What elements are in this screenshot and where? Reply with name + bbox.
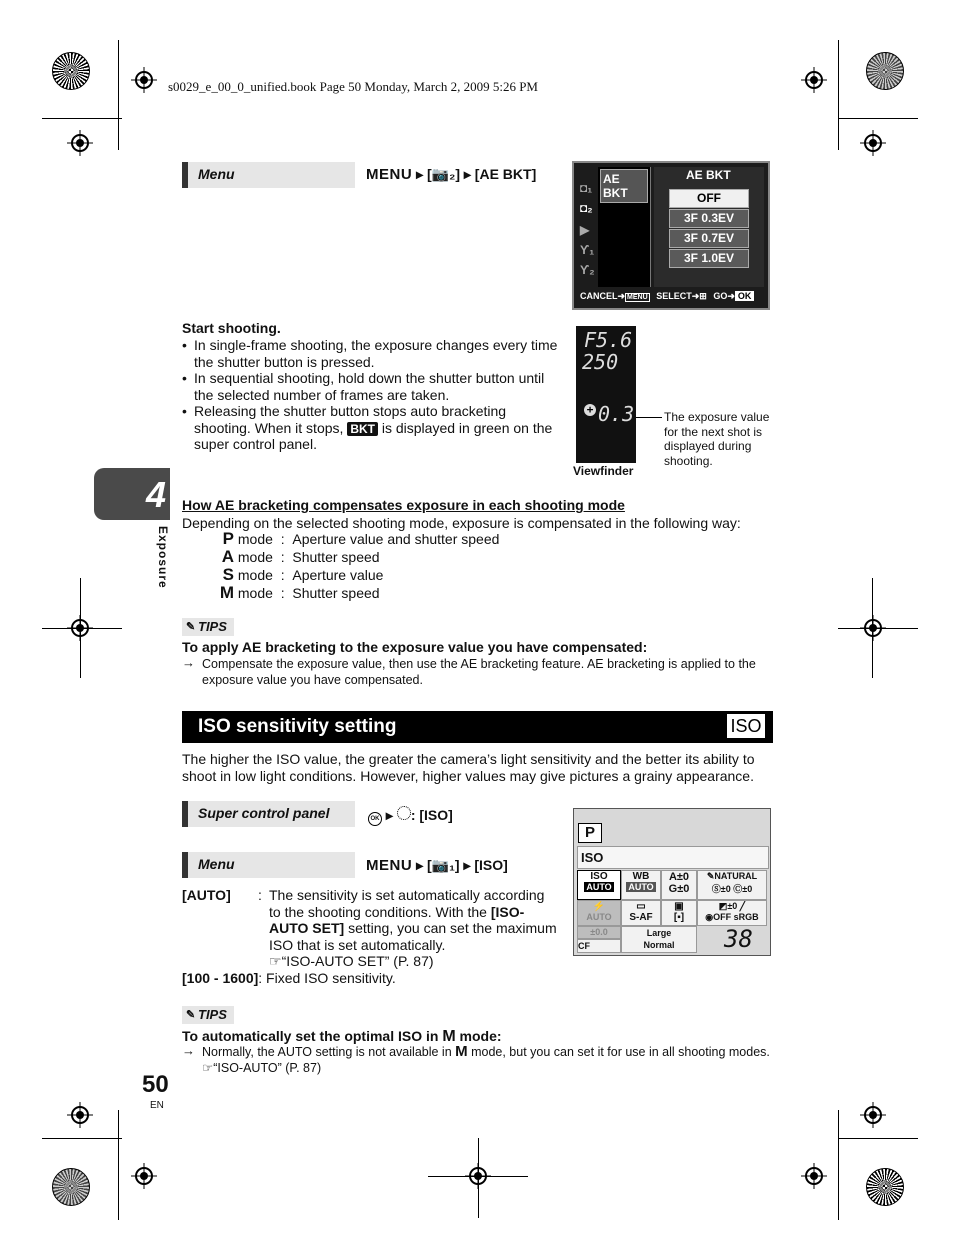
- arrow-right-icon: ▸: [416, 857, 424, 873]
- crop-mark: [42, 118, 122, 119]
- color-target-icon: [866, 1168, 904, 1206]
- tab-bracket-open: [: [426, 857, 432, 873]
- registration-mark-icon: [860, 1102, 886, 1128]
- flash-compensation-value: ±0.0: [590, 927, 608, 937]
- cancel-label: CANCEL: [580, 291, 618, 301]
- language-code: EN: [150, 1100, 164, 1111]
- reference-icon: ☞: [202, 1061, 214, 1075]
- compensation-heading: How AE bracketing compensates exposure in each shooting mode: [182, 497, 625, 513]
- menu-tag: [182, 852, 355, 878]
- exposure-callout: The exposure value for the next shot is displayed during shooting.: [664, 410, 770, 468]
- viewfinder-display: [576, 326, 636, 463]
- arrow-right-icon: ▸: [416, 166, 424, 182]
- menu-tag: [182, 162, 355, 188]
- arrow-icon: →: [182, 1043, 195, 1058]
- compression-value: Normal: [643, 940, 675, 950]
- scp-path: [368, 806, 453, 826]
- tips-badge: [182, 618, 234, 636]
- tips-label: TIPS: [198, 1007, 227, 1022]
- tab-bracket-open: [: [426, 166, 432, 182]
- tips-heading-text: mode:: [455, 1028, 502, 1044]
- auto-term: [AUTO]: [182, 887, 231, 903]
- start-shooting-list: [182, 337, 562, 453]
- range-term: [100 - 1600]: [182, 970, 259, 986]
- crop-mark: [118, 1110, 119, 1220]
- saturation-icon: Ⓢ: [711, 884, 721, 894]
- auto-text: The sensitivity is set automatically according to the shooting conditions. With the: [269, 887, 545, 920]
- contrast-value: ±0: [742, 884, 753, 894]
- crop-mark: [838, 1110, 839, 1220]
- registration-mark-icon: [67, 615, 93, 641]
- note-icon: ✎: [186, 1009, 196, 1021]
- iso-cell-value: AUTO: [586, 882, 612, 892]
- playback-tab-icon: ▶: [580, 223, 590, 237]
- registration-mark-icon: [131, 1163, 157, 1189]
- registration-mark-icon: [67, 1102, 93, 1128]
- submenu-title: AE BKT: [686, 168, 731, 182]
- camera-tab-2-icon: ◘₂: [580, 201, 593, 215]
- arrow-right-icon: ▸: [385, 807, 393, 823]
- arrow-icon: →: [182, 655, 195, 670]
- super-control-panel-tag: [182, 801, 355, 827]
- mode-word: mode: [237, 585, 273, 601]
- arrow-pad-icon: ⊞: [699, 291, 707, 301]
- range-row: [182, 970, 396, 987]
- list-item-text: is displayed in green on the super control panel.: [194, 419, 553, 452]
- tips-badge: [182, 1006, 234, 1024]
- selected-setting-label: ISO: [581, 850, 604, 865]
- tips-heading: To apply AE bracketing to the exposure value you have compensated:: [182, 639, 648, 655]
- picture-mode-icon: ✎: [706, 871, 715, 881]
- af-mode-value: S-AF: [629, 912, 653, 923]
- note-icon: ✎: [186, 621, 196, 633]
- menu-button-icon: MENU: [627, 294, 648, 301]
- iso-cell-label: ISO: [590, 871, 608, 882]
- tips-text-part: Normally, the AUTO setting is not available in: [202, 1045, 456, 1059]
- page-number: 50: [142, 1071, 169, 1098]
- mode-word: mode: [237, 567, 273, 583]
- selected-setting-bar: [577, 846, 769, 869]
- brush-icon: ╱: [739, 901, 746, 911]
- flash-mode-cell[interactable]: [577, 900, 621, 926]
- mode-letter: M: [455, 1043, 468, 1060]
- tab-bracket-close: ]: [455, 166, 460, 182]
- wb-cell-value: AUTO: [628, 882, 654, 892]
- viewfinder-exposure-value: 0.3: [598, 402, 635, 426]
- viewfinder-label: Viewfinder: [573, 464, 634, 478]
- sharpness-cell[interactable]: [697, 900, 767, 926]
- registration-mark-icon: [67, 130, 93, 156]
- scp-path-item: : [ISO]: [410, 807, 453, 823]
- super-control-panel: [573, 808, 771, 956]
- reference-icon: ☞: [269, 953, 282, 969]
- registration-mark-icon: [801, 67, 827, 93]
- wb-compensation-cell[interactable]: [661, 870, 697, 900]
- auto-description: [269, 887, 559, 970]
- remaining-shots: 38: [724, 925, 753, 953]
- sharpness-icon: ◩: [718, 901, 728, 911]
- exposure-plus-icon: +: [584, 404, 596, 416]
- crop-mark: [838, 118, 918, 119]
- crop-mark: [838, 1138, 918, 1139]
- iso-intro: The higher the ISO value, the greater the camera’s light sensitivity and the better its ability to shoot in low light conditions. However, higher values may give pictures a grainy appearance.: [182, 751, 755, 784]
- single-drive-icon: ▭: [636, 901, 646, 912]
- registration-mark-icon: [465, 1163, 491, 1189]
- tips-heading: [182, 1028, 502, 1046]
- arrow-pad-icon: [397, 806, 411, 820]
- record-mode-cell[interactable]: [621, 926, 697, 953]
- tab-bracket-close: ]: [454, 857, 460, 873]
- iso-auto-reference-link[interactable]: “ISO-AUTO” (P. 87): [213, 1061, 322, 1075]
- option-3f-1-0ev[interactable]: 3F 1.0EV: [669, 249, 749, 268]
- camera-tab-1-icon: 📷₁: [431, 857, 455, 873]
- image-size-value: Large: [646, 928, 672, 938]
- registration-mark-icon: [131, 67, 157, 93]
- menu-tag-label: Menu: [198, 166, 235, 182]
- color-target-icon: [52, 1168, 90, 1206]
- mode-value: Shutter speed: [292, 549, 380, 565]
- picture-mode-cell[interactable]: [697, 870, 767, 900]
- list-item-text: Releasing the shutter button stops auto bracketing shooting. When it stops,: [194, 403, 507, 436]
- menu-path: [366, 857, 508, 874]
- list-item: [182, 403, 562, 453]
- camera-tab-2-icon: 📷₂: [431, 166, 456, 182]
- mode-row: A mode : Shutter speed: [216, 548, 499, 566]
- mode-word: mode: [237, 549, 273, 565]
- section-title: ISO sensitivity setting: [198, 716, 397, 737]
- saturation-value: ±0: [720, 884, 731, 894]
- registration-mark-icon: [860, 615, 886, 641]
- option-3f-0-3ev[interactable]: 3F 0.3EV: [669, 209, 749, 228]
- af-target-icon: [▪]: [673, 912, 685, 923]
- start-shooting-heading: Start shooting.: [182, 320, 281, 336]
- registration-mark-icon: [801, 1163, 827, 1189]
- auto-text: setting, you can set the maximum ISO that is set automatically.: [269, 920, 557, 953]
- mode-letter: P: [222, 529, 234, 548]
- menu-tag-label: Menu: [198, 856, 235, 872]
- tips-text: Compensate the exposure value, then use the AE bracketing feature. AE bracketing is applied to the exposure value you have compensated.: [202, 657, 756, 687]
- range-description: : Fixed ISO sensitivity.: [258, 970, 396, 986]
- option-off[interactable]: OFF: [669, 189, 749, 208]
- crop-mark: [118, 40, 119, 150]
- chapter-label: Exposure: [156, 526, 170, 589]
- tips-heading-text: To automatically set the optimal ISO in: [182, 1028, 443, 1044]
- color-target-icon: [52, 52, 90, 90]
- tips-text: [202, 1044, 774, 1076]
- mode-row: P mode : Aperture value and shutter speed: [216, 530, 499, 548]
- card-type: CF: [578, 941, 590, 951]
- option-3f-0-7ev[interactable]: 3F 0.7EV: [669, 229, 749, 248]
- mode-row: S mode : Aperture value: [216, 566, 499, 584]
- lcd-footer: CANCEL➜ MENU SELECT➜⊞ GO➜ OK: [580, 291, 764, 302]
- flash-compensation-cell[interactable]: [577, 926, 621, 939]
- mode-value: Aperture value and shutter speed: [292, 531, 500, 547]
- custom-tab-2-icon: ϒ₂: [580, 263, 595, 277]
- menu-word: MENU: [366, 166, 413, 183]
- drive-af-cell[interactable]: [621, 900, 661, 926]
- stabilizer-value: OFF: [713, 912, 732, 922]
- mode-letter: A: [221, 547, 234, 566]
- crop-mark: [838, 40, 839, 150]
- camera-tab-1-icon: ◘₁: [580, 181, 593, 195]
- iso-badge: ISO: [727, 714, 765, 738]
- bkt-badge: BKT: [347, 422, 378, 436]
- file-header: s0029_e_00_0_unified.book Page 50 Monday, March 2, 2009 5:26 PM: [168, 79, 538, 94]
- arrow-right-icon: ▸: [463, 166, 471, 182]
- viewfinder-aperture: F5.6: [584, 328, 633, 352]
- wb-g-value: G±0: [668, 883, 690, 895]
- color-space-value: sRGB: [733, 912, 759, 922]
- ae-bkt-lcd-screen: [572, 161, 770, 310]
- contrast-icon: Ⓒ: [733, 884, 743, 894]
- flash-mode-value: AUTO: [586, 912, 612, 922]
- flash-icon: ⚡: [592, 901, 606, 912]
- metering-cell[interactable]: [661, 900, 697, 926]
- iso-cell[interactable]: [577, 870, 621, 900]
- registration-mark-icon: [860, 130, 886, 156]
- callout-line: [636, 417, 662, 418]
- auto-setting-name: [ISO-AUTO SET]: [269, 903, 525, 936]
- go-label: GO: [713, 291, 728, 301]
- select-label: SELECT: [656, 291, 692, 301]
- auto-reference-link[interactable]: “ISO-AUTO SET” (P. 87): [281, 953, 434, 969]
- metering-icon: ▣: [674, 901, 684, 912]
- shooting-mode: P: [578, 823, 602, 843]
- menu-word: MENU: [366, 857, 413, 874]
- mode-row: M mode : Shutter speed: [216, 584, 499, 602]
- sharpness-value: ±0: [727, 901, 738, 911]
- menu-item: [ISO]: [474, 857, 508, 873]
- chapter-number: 4: [146, 474, 167, 515]
- ok-button-icon: OK: [735, 291, 755, 301]
- viewfinder-shutter: 250: [582, 350, 619, 374]
- list-item: • In single-frame shooting, the exposure changes every time the shutter button is pressed.: [182, 337, 562, 370]
- mode-value: Shutter speed: [292, 585, 380, 601]
- mode-letter: M: [219, 583, 234, 602]
- arrow-right-icon: ▸: [463, 857, 471, 873]
- compensation-intro: Depending on the selected shooting mode, exposure is compensated in the following way:: [182, 515, 741, 531]
- menu-path: [366, 166, 536, 183]
- custom-tab-1-icon: ϒ₁: [580, 243, 595, 257]
- picture-mode-value: NATURAL: [714, 871, 758, 881]
- crop-mark: [42, 1138, 122, 1139]
- mode-letter: M: [442, 1028, 456, 1045]
- tips-label: TIPS: [198, 619, 227, 634]
- wb-cell[interactable]: [621, 870, 661, 900]
- menu-list-panel: [598, 167, 651, 287]
- color-target-icon: [866, 52, 904, 90]
- stabilizer-icon: ◉: [705, 912, 714, 922]
- menu-item: [AE BKT]: [474, 166, 537, 182]
- menu-item-ae-bkt[interactable]: AE BKT: [600, 169, 648, 203]
- section-header: [182, 711, 773, 743]
- mode-value: Aperture value: [292, 567, 384, 583]
- mode-letter: S: [222, 565, 234, 584]
- wb-cell-label: WB: [632, 871, 650, 882]
- wb-a-value: A±0: [668, 871, 690, 883]
- mode-list: [216, 530, 499, 602]
- card-cell[interactable]: [577, 939, 621, 953]
- auto-separator: :: [258, 887, 262, 903]
- ok-button-icon: OK: [368, 812, 382, 826]
- tips-text-part: mode, but you can set it for use in all shooting modes.: [467, 1045, 770, 1059]
- list-item: • In sequential shooting, hold down the shutter button until the selected number of frames are taken.: [182, 370, 562, 403]
- super-control-panel-tag-label: Super control panel: [198, 805, 330, 821]
- mode-word: mode: [237, 531, 273, 547]
